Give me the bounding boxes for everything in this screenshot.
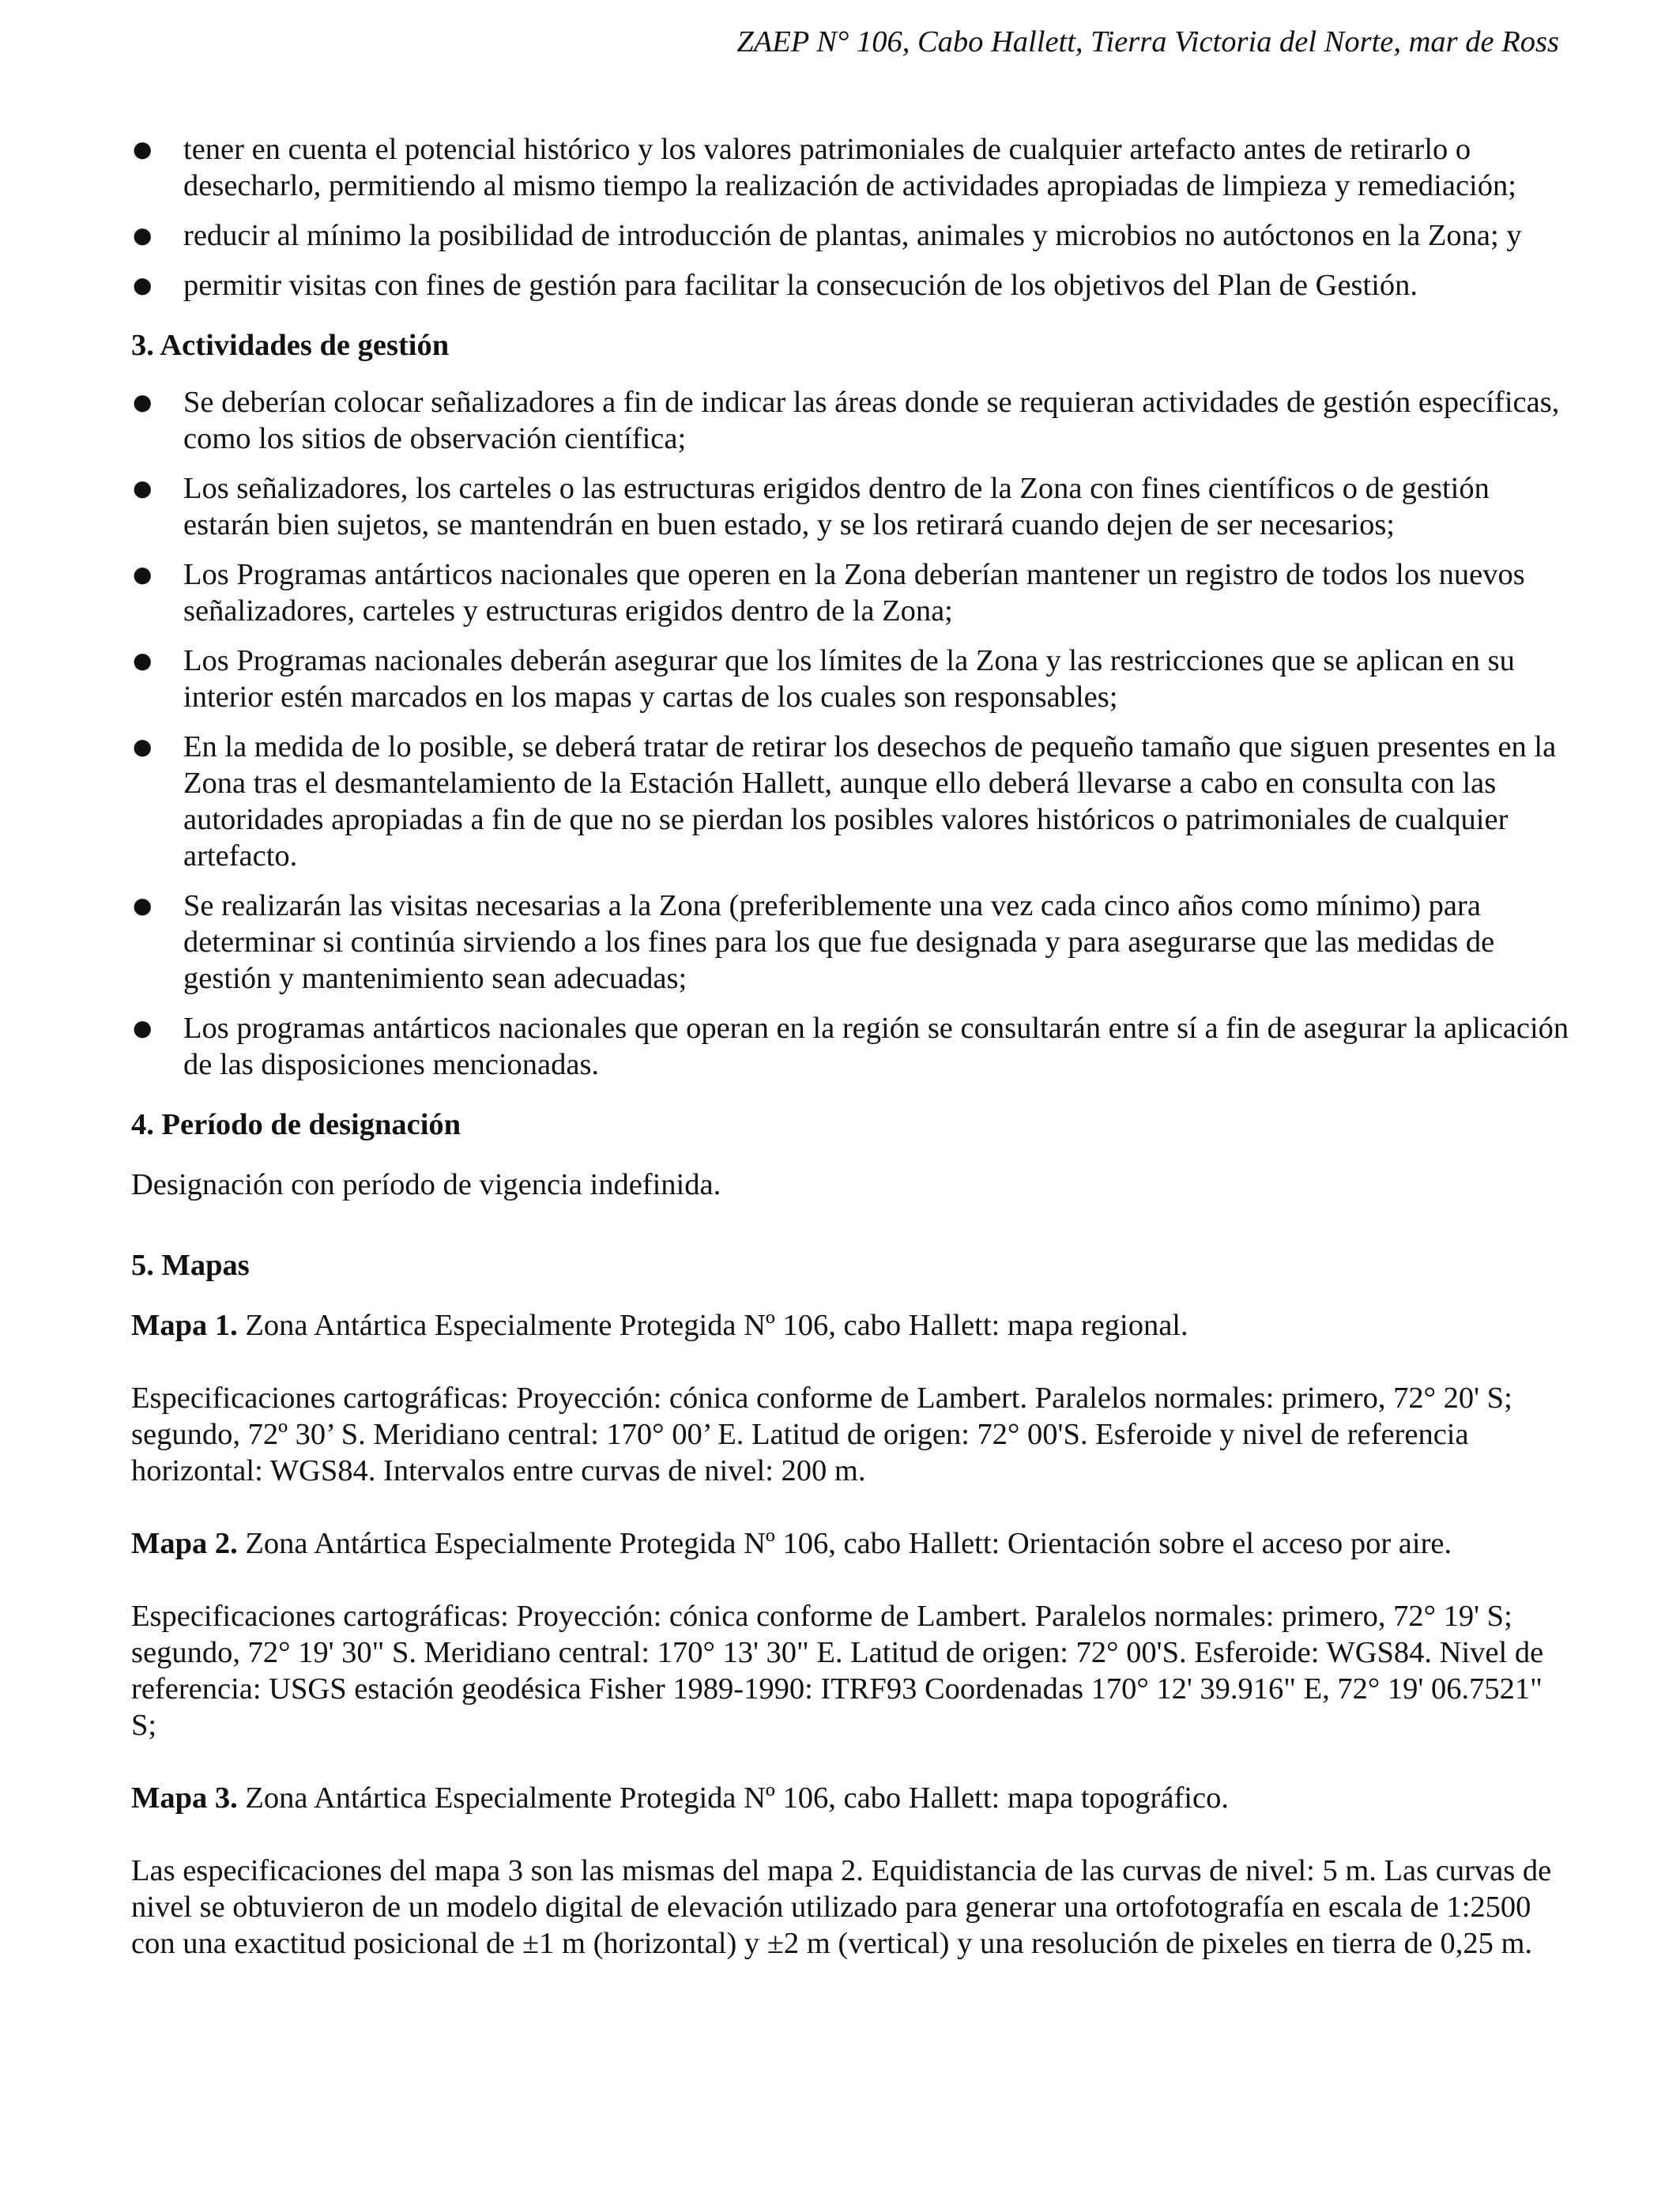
list-item [131, 131, 1569, 204]
bullet-icon: ● [133, 561, 153, 587]
list-item-text: tener en cuenta el potencial histórico y los valores patrimoniales de cualquier artefacto antes de retirarlo o desecharlo, permitiendo al mismo tiempo la realización de actividades apropiadas de limpieza y remediación; [183, 133, 1516, 202]
section-4-text: Designación con período de vigencia indefinida. [131, 1168, 721, 1201]
bullet-icon: ● [133, 389, 153, 415]
map-1-title: Zona Antártica Especialmente Protegida Nº 106, cabo Hallett: mapa regional. [237, 1309, 1188, 1342]
map-2-specs: Especificaciones cartográficas: Proyección: cónica conforme de Lambert. Paralelos normales: primero, 72° 19' S; segundo, 72° 19' 30" S. Meridiano central: 170° 13' 30" E. Latitud de origen: 72° 00'S. Esferoide: WGS84. Nivel de referencia: USGS estación geodésica Fisher 1989-1990: ITRF93 Coordenadas 170° 12' 39.916" E, 72° 19' 06.7521" S; [131, 1600, 1544, 1742]
list-item-text: Se realizarán las visitas necesarias a la Zona (preferiblemente una vez cada cinco años como mínimo) para determinar si continúa sirviendo a los fines para los que fue designada y para asegurarse que las medidas de gestión y mantenimiento sean adecuadas; [183, 889, 1495, 995]
list-item [131, 1010, 1569, 1083]
map-1-label: Mapa 1. [131, 1309, 238, 1342]
bullet-icon: ● [133, 222, 153, 248]
list-item-text: Se deberían colocar señalizadores a fin de indicar las áreas donde se requieran actividades de gestión específicas, como los sitios de observación científica; [183, 386, 1560, 455]
map-3-label: Mapa 3. [131, 1781, 238, 1815]
list-item-text: Los Programas nacionales deberán asegurar que los límites de la Zona y las restricciones que se aplican en su interior estén marcados en los mapas y cartas de los cuales son responsables; [183, 644, 1515, 714]
section-3-bullet-list [131, 384, 1569, 1083]
list-item [131, 729, 1569, 874]
map-1-specs: Especificaciones cartográficas: Proyección: cónica conforme de Lambert. Paralelos normales: primero, 72° 20' S; segundo, 72º 30’ S. Meridiano central: 170° 00’ E. Latitud de origen: 72° 00'S. Esferoide y nivel de referencia horizontal: WGS84. Intervalos entre curvas de nivel: 200 m. [131, 1382, 1512, 1487]
bullet-icon: ● [133, 475, 153, 501]
list-item-text: En la medida de lo posible, se deberá tratar de retirar los desechos de pequeño tamaño que siguen presentes en la Zona tras el desmantelamiento de la Estación Hallett, aunque ello deberá llevarse a cabo en consulta con las autoridades apropiadas a fin de que no se pierdan los posibles valores históricos o patrimoniales de cualquier artefacto. [183, 730, 1557, 873]
bullet-icon: ● [133, 647, 153, 673]
page-body [131, 131, 1569, 1962]
list-item-text: reducir al mínimo la posibilidad de introducción de plantas, animales y microbios no autóctonos en la Zona; y [183, 219, 1522, 252]
list-item [131, 267, 1569, 303]
intro-bullet-list [131, 131, 1569, 303]
list-item [131, 888, 1569, 997]
list-item-text: Los Programas antárticos nacionales que operen en la Zona deberían mantener un registro de todos los nuevos señalizadores, carteles y estructuras erigidos dentro de la Zona; [183, 558, 1525, 628]
section-3-heading: 3. Actividades de gestión [131, 329, 450, 362]
bullet-icon: ● [133, 733, 153, 760]
running-header: ZAEP N° 106, Cabo Hallett, Tierra Victoria del Norte, mar de Ross [736, 25, 1559, 58]
list-item [131, 643, 1569, 715]
section-4-heading: 4. Período de designación [131, 1108, 461, 1141]
bullet-icon: ● [133, 892, 153, 918]
map-3-specs: Las especificaciones del mapa 3 son las mismas del mapa 2. Equidistancia de las curvas de nivel: 5 m. Las curvas de nivel se obtuvieron de un modelo digital de elevación utilizado para generar una ortofotografía en escala de 1:2500 con una exactitud posicional de ±1 m (horizontal) y ±2 m (vertical) y una resolución de pixeles en tierra de 0,25 m. [131, 1854, 1552, 1960]
list-item-text: Los programas antárticos nacionales que operan en la región se consultarán entre sí a fin de asegurar la aplicación de las disposiciones mencionadas. [183, 1012, 1569, 1081]
bullet-icon: ● [133, 272, 153, 298]
map-2-title: Zona Antártica Especialmente Protegida Nº 106, cabo Hallett: Orientación sobre el acceso por aire. [237, 1527, 1452, 1560]
list-item-text: permitir visitas con fines de gestión para facilitar la consecución de los objetivos del Plan de Gestión. [183, 269, 1418, 302]
list-item [131, 384, 1569, 457]
map-1-caption [131, 1307, 1569, 1344]
map-3-caption [131, 1780, 1569, 1816]
map-2-caption [131, 1525, 1569, 1562]
list-item [131, 556, 1569, 629]
bullet-icon: ● [133, 1015, 153, 1041]
map-3-title: Zona Antártica Especialmente Protegida Nº 106, cabo Hallett: mapa topográfico. [237, 1781, 1229, 1815]
section-5-heading: 5. Mapas [131, 1249, 250, 1282]
bullet-icon: ● [133, 136, 153, 162]
list-item-text: Los señalizadores, los carteles o las estructuras erigidos dentro de la Zona con fines científicos o de gestión estarán bien sujetos, se mantendrán en buen estado, y se los retirará cuando dejen de ser necesarios; [183, 472, 1490, 541]
list-item [131, 470, 1569, 543]
list-item [131, 217, 1569, 254]
map-2-label: Mapa 2. [131, 1527, 238, 1560]
